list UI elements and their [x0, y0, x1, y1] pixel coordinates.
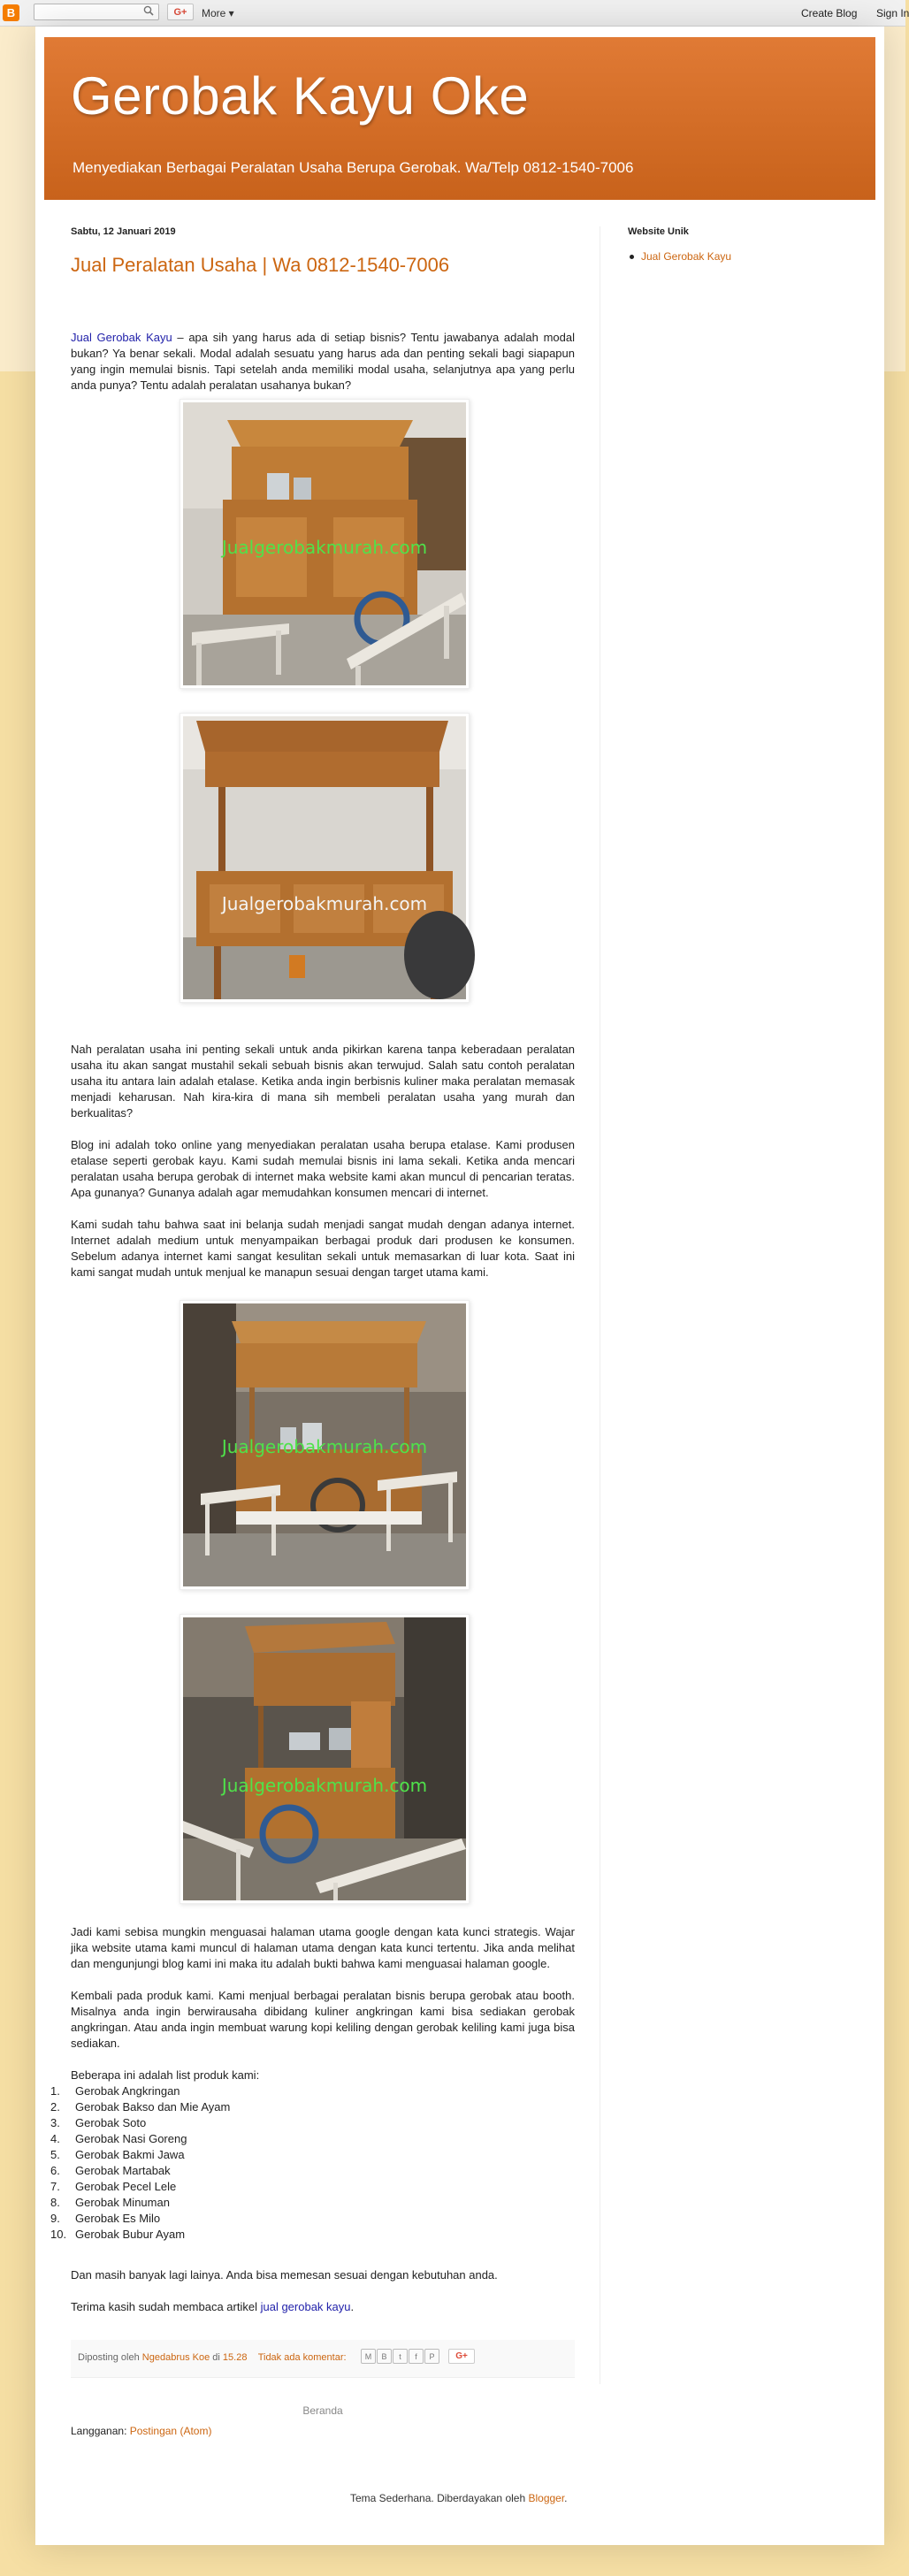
- blogthis-share-icon[interactable]: B: [377, 2349, 392, 2364]
- list-item: [50, 2179, 575, 2195]
- sidebar-link-jual-gerobak-kayu[interactable]: Jual Gerobak Kayu: [641, 250, 732, 263]
- list-item-label: Gerobak Pecel Lele: [75, 2180, 177, 2193]
- author-link[interactable]: Ngedabrus Koe: [141, 2352, 210, 2363]
- post-paragraph: Blog ini adalah toko online yang menyediakan peralatan usaha berupa etalase. Kami produsen etalase seperti gerobak kayu. Kami sudah memulai bisnis ini lama sekali. Ketika anda mencari peralatan usaha berupa gerobak di internet maka website kami akan muncul di pencarian teratas. Apa gunanya? Gunanya adalah agar memudahkan konsumen mencari di internet.: [71, 1138, 575, 1199]
- closing-text: Terima kasih sudah membaca artikel: [71, 2300, 261, 2313]
- sidebar-item: [628, 250, 731, 263]
- list-item-number: 6.: [50, 2164, 60, 2177]
- sidebar-link-list: [628, 250, 731, 263]
- list-item-number: 9.: [50, 2212, 60, 2225]
- attribution-end: .: [564, 2492, 568, 2504]
- list-intro: Beberapa ini adalah list produk kami:: [71, 2068, 260, 2082]
- photo-watermark: Jualgerobakmurah.com: [221, 1775, 428, 1796]
- content-outer: [35, 27, 884, 2545]
- blog-description: Menyediakan Berbagai Peralatan Usaha Berupa Gerobak. Wa/Telp 0812-1540-7006: [73, 159, 634, 176]
- product-photo[interactable]: [180, 1614, 470, 1904]
- gplus-share-button[interactable]: G+: [448, 2349, 475, 2364]
- attribution-text: Tema Sederhana. Diberdayakan oleh: [350, 2492, 529, 2504]
- comments-link[interactable]: Tidak ada komentar:: [257, 2352, 347, 2363]
- photo-frame: [183, 1303, 466, 1586]
- post-footer-meta: [78, 2352, 347, 2363]
- sign-in-link[interactable]: Sign In: [876, 7, 909, 19]
- post-paragraph: Kembali pada produk kami. Kami menjual berbagai peralatan bisnis berupa gerobak atau booth. Misalnya anda ingin berwirausaha dibidang kuliner angkringan kami bisa sediakan gerobak angkringan. Atau anda ingin membuat warung kopi keliling dengan gerobak keliling kami juga bisa sediakan.: [71, 1989, 575, 2050]
- list-item-label: Gerobak Angkringan: [75, 2084, 180, 2098]
- home-link[interactable]: Beranda: [302, 2404, 343, 2417]
- more-menu[interactable]: More ▾: [202, 7, 234, 19]
- posted-by-label: Diposting oleh: [78, 2352, 142, 2363]
- list-item: [50, 2195, 575, 2211]
- intro-link[interactable]: Jual Gerobak Kayu: [71, 331, 172, 344]
- blog-header: [44, 37, 875, 200]
- post-footer: [71, 2340, 575, 2378]
- twitter-share-icon[interactable]: t: [393, 2349, 408, 2364]
- post-title[interactable]: Jual Peralatan Usaha | Wa 0812-1540-7006: [71, 254, 450, 276]
- post-paragraph: Nah peralatan usaha ini penting sekali untuk anda pikirkan karena tanpa keberadaan peralatan usaha itu akan sangat mustahil sekali sebuah bisnis akan terwujud. Salah satu contoh peralatan usaha itu antara lain adalah etalase. Ketika anda ingin berbisnis kuliner maka peralatan memasak menjadi keharusan. Nah kira-kira di mana sih membeli peralatan usaha yang murah dan berkualitas?: [71, 1043, 575, 1120]
- blogger-link[interactable]: Blogger: [528, 2492, 565, 2504]
- list-item-label: Gerobak Martabak: [75, 2164, 171, 2177]
- photo-watermark: Jualgerobakmurah.com: [221, 537, 428, 558]
- list-item: [50, 2227, 575, 2243]
- list-item-number: 8.: [50, 2196, 60, 2209]
- subscribe-links: [71, 2425, 211, 2437]
- email-share-icon[interactable]: M: [361, 2349, 376, 2364]
- list-item: [50, 2115, 575, 2131]
- date-header: Sabtu, 12 Januari 2019: [71, 226, 176, 237]
- product-photo[interactable]: [180, 1300, 470, 1590]
- closing-paragraph: Dan masih banyak lagi lainya. Anda bisa memesan sesuai dengan kebutuhan anda.: [71, 2268, 498, 2282]
- list-item-label: Gerobak Bubur Ayam: [75, 2228, 186, 2241]
- list-item: [50, 2083, 575, 2099]
- list-item-number: 10.: [50, 2228, 67, 2241]
- blogger-logo-icon[interactable]: B: [3, 4, 19, 21]
- post-paragraph: Jadi kami sebisa mungkin menguasai halaman utama google dengan kata kunci strategis. Wajar jika website utama kami muncul di halaman utama dengan kata kunci tertentu. Jika anda melihat dan mengunjungi blog kami ini maka itu adalah bukti bahwa kami menguasai halaman google.: [71, 1925, 575, 1970]
- list-item-label: Gerobak Nasi Goreng: [75, 2132, 187, 2145]
- search-input[interactable]: [34, 4, 159, 20]
- list-item: [50, 2147, 575, 2163]
- list-item-number: 2.: [50, 2100, 60, 2114]
- photo-watermark: Jualgerobakmurah.com: [221, 1436, 428, 1457]
- product-photo[interactable]: [180, 713, 470, 1003]
- search-icon[interactable]: [143, 5, 156, 18]
- post-paragraph: Kami sudah tahu bahwa saat ini belanja sudah menjadi sangat mudah dengan adanya internet. Internet adalah medium untuk menyampaikan berbagai produk dari produsen ke konsumen. Sebelum adanya internet kami sangat kesulitan sekali untuk memasarkan di luar kota. Saat ini kami sangat mudah untuk menjual ke manapun sesuai dengan target utama kami.: [71, 1218, 575, 1279]
- list-item-label: Gerobak Es Milo: [75, 2212, 161, 2225]
- photo-frame: [183, 1617, 466, 1900]
- cart-image: [183, 716, 466, 999]
- list-item-number: 3.: [50, 2116, 60, 2129]
- product-list: [50, 2083, 575, 2243]
- list-item-number: 1.: [50, 2084, 60, 2098]
- list-item: [50, 2163, 575, 2179]
- closing-end: .: [350, 2300, 355, 2313]
- subscribe-label: Langganan:: [71, 2425, 130, 2437]
- list-item-label: Gerobak Soto: [75, 2116, 147, 2129]
- list-item-number: 4.: [50, 2132, 60, 2145]
- pinterest-share-icon[interactable]: P: [424, 2349, 439, 2364]
- list-item: [50, 2131, 575, 2147]
- cart-image: [183, 1617, 466, 1900]
- list-item-number: 5.: [50, 2148, 60, 2161]
- photo-frame: [183, 402, 466, 685]
- at-label: di: [210, 2352, 223, 2363]
- list-item-number: 7.: [50, 2180, 60, 2193]
- list-item-label: Gerobak Minuman: [75, 2196, 170, 2209]
- list-item: [50, 2099, 575, 2115]
- intro-text: – apa sih yang harus ada di setiap bisnis? Tentu jawabanya adalah modal bukan? Ya benar sekali. Modal adalah sesuatu yang harus ada dan penting sekali bagi siapapun yang ingin memulai bisnis. Tapi setelah anda memiliki modal usaha, selanjutnya apa yang perlu anda punya? Tentu adalah peralatan usahanya bukan?: [71, 331, 575, 392]
- product-photo[interactable]: [180, 399, 470, 689]
- atom-feed-link[interactable]: Postingan (Atom): [129, 2425, 212, 2437]
- facebook-share-icon[interactable]: f: [409, 2349, 424, 2364]
- photo-watermark: Jualgerobakmurah.com: [221, 893, 428, 914]
- attribution: [350, 2492, 568, 2504]
- list-item: [50, 2211, 575, 2227]
- closing-paragraph: [71, 2299, 575, 2315]
- blog-title[interactable]: Gerobak Kayu Oke: [71, 66, 530, 126]
- intro-paragraph: [71, 330, 575, 394]
- create-blog-link[interactable]: Create Blog: [801, 7, 858, 19]
- post-time-link[interactable]: 15.28: [222, 2352, 248, 2363]
- jual-gerobak-kayu-link[interactable]: jual gerobak kayu: [260, 2300, 351, 2313]
- list-item-label: Gerobak Bakmi Jawa: [75, 2148, 185, 2161]
- gplus-button[interactable]: G+: [167, 4, 194, 20]
- blogger-navbar: [0, 0, 909, 27]
- sidebar-title: Website Unik: [628, 226, 689, 237]
- photo-frame: [183, 716, 466, 999]
- list-item-label: Gerobak Bakso dan Mie Ayam: [75, 2100, 231, 2114]
